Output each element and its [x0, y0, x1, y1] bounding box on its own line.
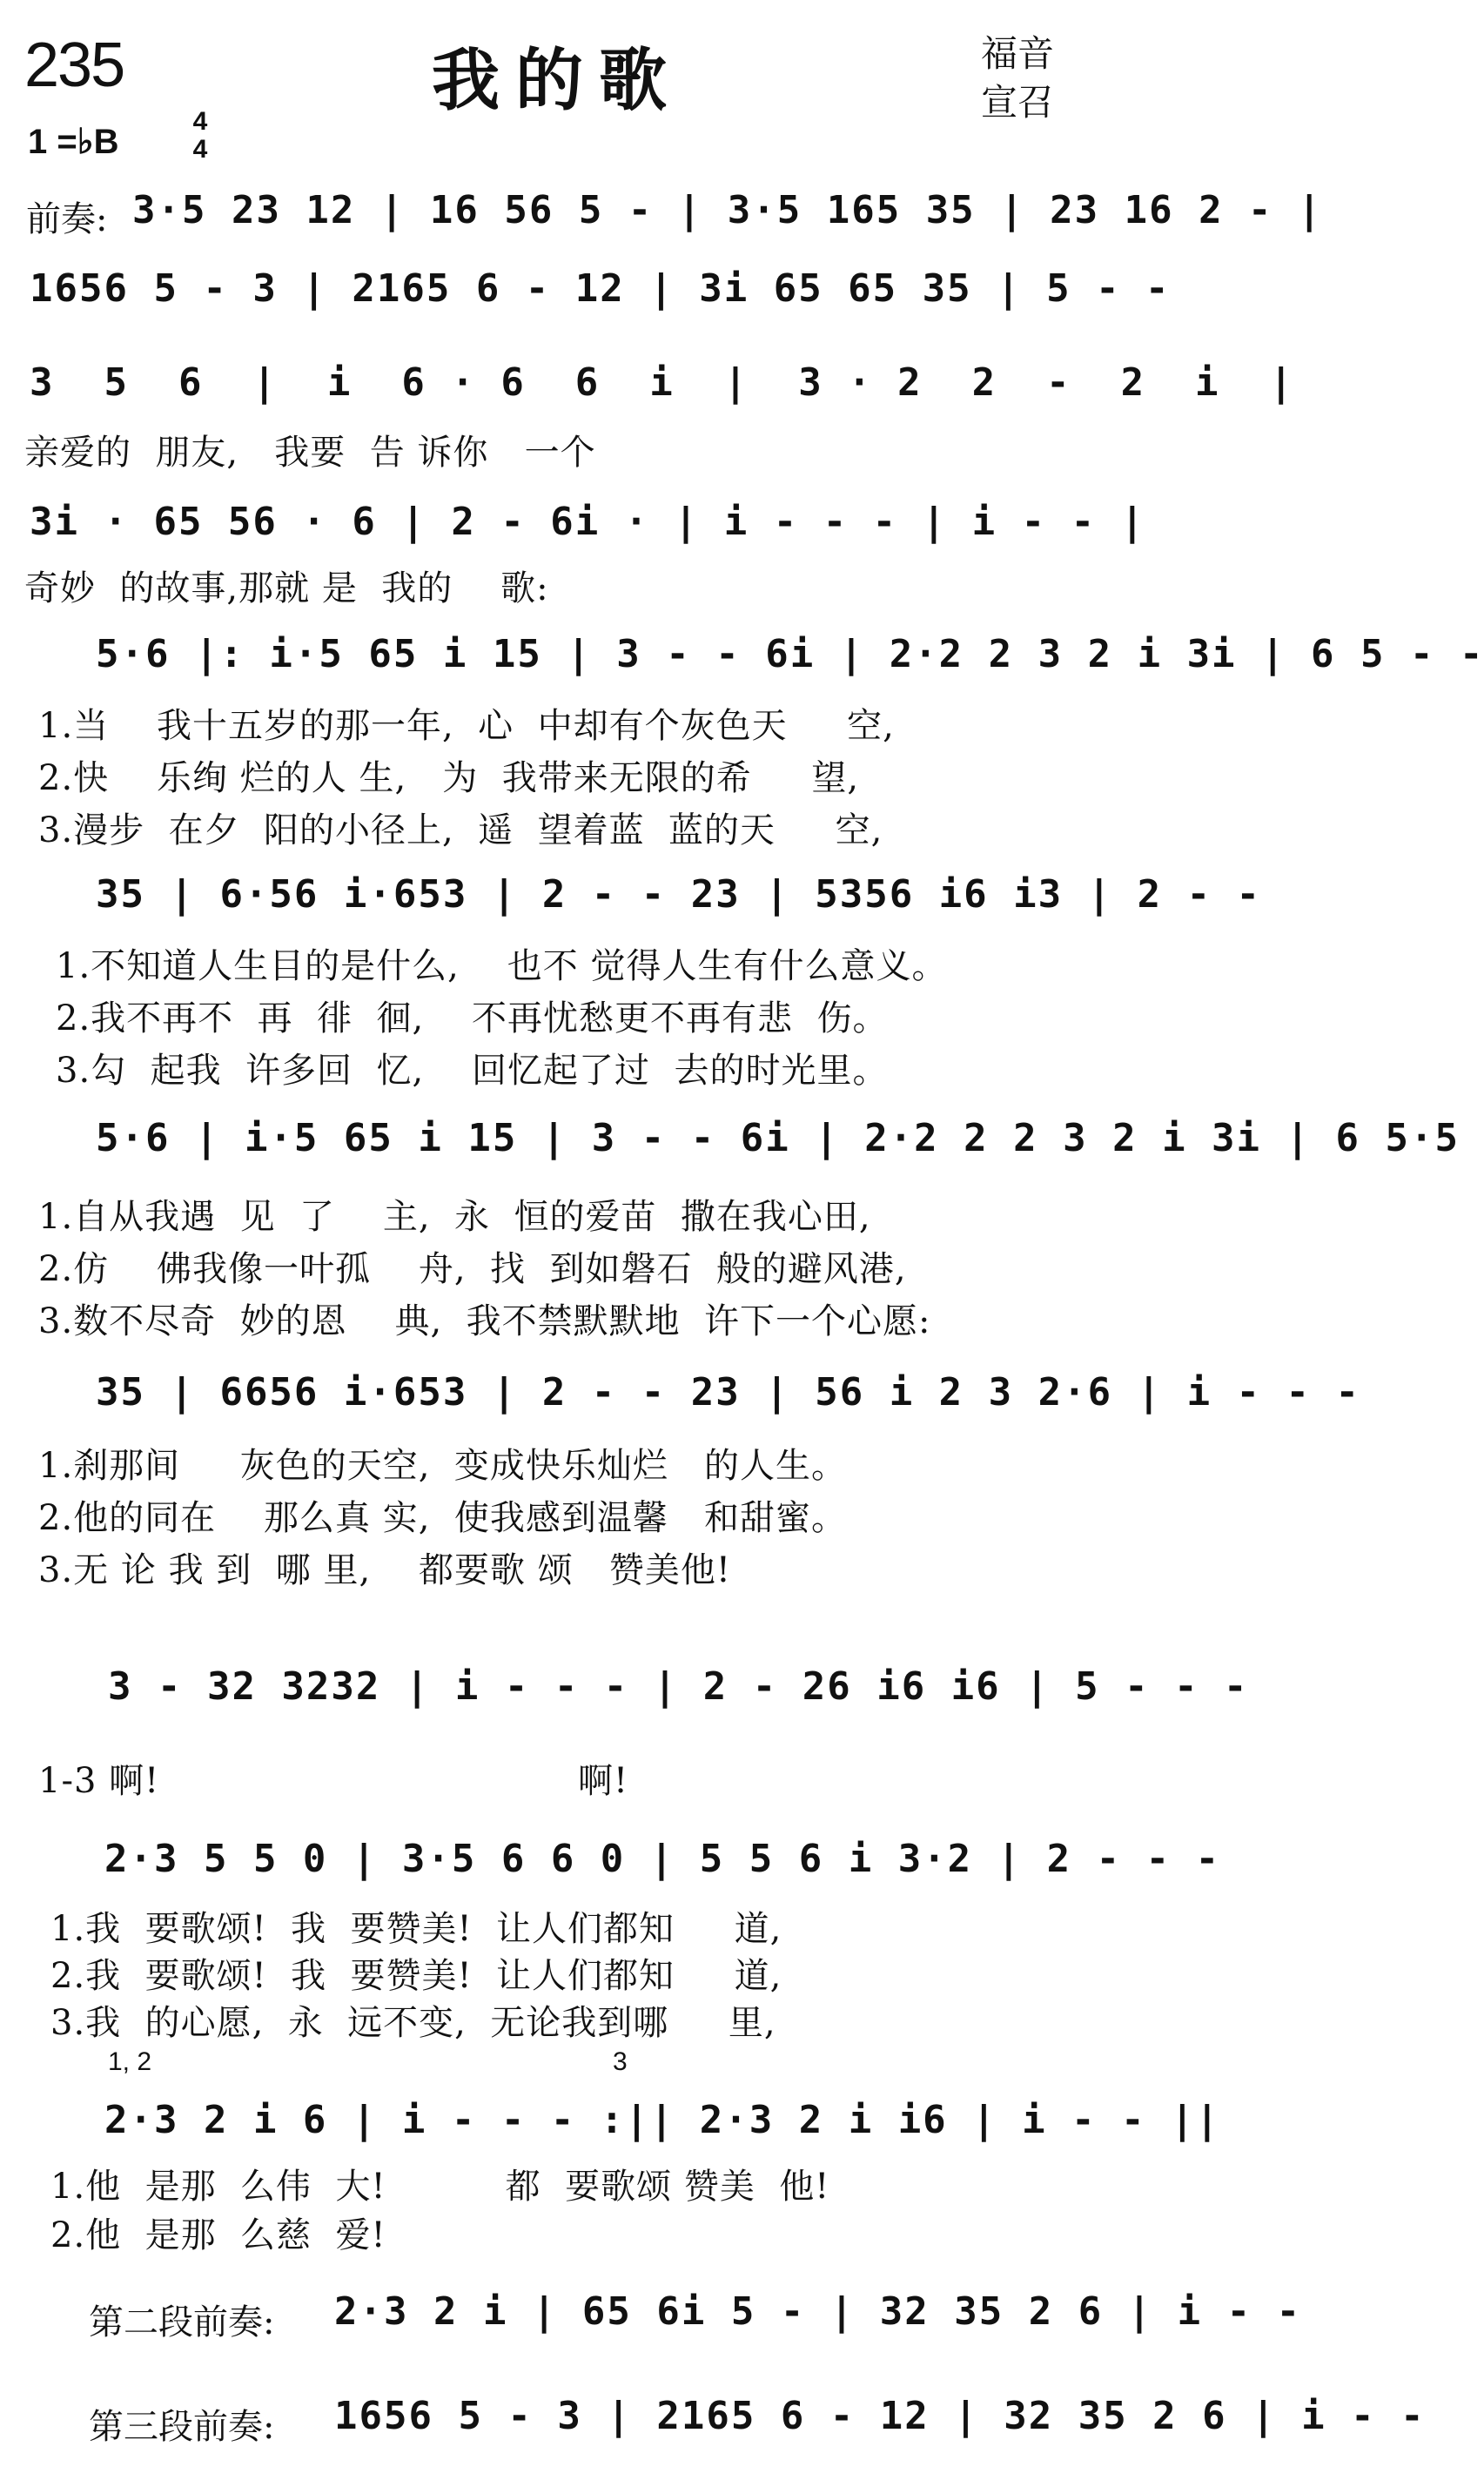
- stanza-c: [21, 1111, 1460, 1346]
- endings-lyric-2: 2.他 是那 么慈 爱!: [50, 2215, 386, 2255]
- stanza-d-lyric-1: 1.刹那间 灰色的天空, 变成快乐灿烂 的人生。: [38, 1446, 848, 1486]
- stanza-b: [21, 867, 1262, 1095]
- key-signature: 1 =♭B: [28, 123, 119, 161]
- time-denominator: 4: [192, 135, 208, 164]
- intro-2: [21, 2272, 1302, 2356]
- hymn-number: 235: [24, 30, 124, 100]
- intro-line-1: [21, 179, 1323, 249]
- time-signature: [185, 108, 216, 164]
- stanza-a-lyric-1: 1.当 我十五岁的那一年, 心 中却有个灰色天 空,: [38, 706, 895, 746]
- intro-2-notes: 2·3 2 i | 65 6i 5 - | 32 35 2 6 | i - -: [334, 2289, 1302, 2334]
- interlude-notes: 3 - 32 3232 | i - - - | 2 - 26 i6 i6 | 5 - - -: [108, 1664, 1249, 1709]
- stanza-d-lyric-3: 3.无 论 我 到 哪 里, 都要歌 颂 赞美他!: [38, 1550, 731, 1590]
- category-line-2: 宣召: [980, 81, 1054, 124]
- stanza-b-lyric-3: 3.勾 起我 许多回 忆, 回忆起了过 去的时光里。: [56, 1051, 889, 1091]
- stanza-b-lyric-2: 2.我不再不 再 徘 徊, 不再忧愁更不再有悲 伤。: [56, 998, 889, 1038]
- endings: [21, 2042, 1221, 2255]
- stanza-c-lyric-1: 1.自从我遇 见 了 主, 永 恒的爱苗 撒在我心田,: [38, 1197, 871, 1237]
- chorus-lyric-1: 1.我 要歌颂! 我 要赞美! 让人们都知 道,: [50, 1909, 782, 1949]
- stanza-b-notes: 35 | 6·56 i·653 | 2 - - 23 | 5356 i6 i3 | 2 - -: [96, 872, 1262, 917]
- interlude-lyric-right: 啊!: [578, 1761, 629, 1801]
- stanza-b-lyric-1: 1.不知道人生目的是什么, 也不 觉得人生有什么意义。: [56, 946, 948, 986]
- endings-notes: 2·3 2 i 6 | i - - - :|| 2·3 2 i i6 | i - - ||: [104, 2098, 1221, 2142]
- first-ending-label: 1, 2: [108, 2047, 152, 2076]
- verse-lyrics-2: 奇妙 的故事,那就 是 我的 歌:: [24, 568, 549, 608]
- verse-notes-1: 3 5 6 | i 6 · 6 6 i | 3 · 2 2 - 2 i |: [30, 360, 1295, 405]
- stanza-c-lyric-3: 3.数不尽奇 妙的恩 典, 我不禁默默地 许下一个心愿:: [38, 1301, 931, 1341]
- interlude: [21, 1645, 1249, 1811]
- song-title: 我的歌: [431, 41, 682, 120]
- intro-3: [21, 2376, 1426, 2460]
- stanza-a-lyric-2: 2.快 乐绚 烂的人 生, 为 我带来无限的希 望,: [38, 758, 860, 798]
- stanza-a-lyric-3: 3.漫步 在夕 阳的小径上, 遥 望着蓝 蓝的天 空,: [38, 810, 883, 850]
- stanza-a: [21, 627, 1484, 855]
- chorus: [21, 1819, 1221, 2043]
- endings-lyric-1: 1.他 是那 么伟 大! 都 要歌颂 赞美 他!: [50, 2167, 830, 2207]
- verse-line-2: [21, 494, 1146, 616]
- stanza-d: [21, 1365, 1361, 1593]
- intro-3-label: 第三段前奏:: [89, 2407, 275, 2447]
- time-numerator: 4: [192, 107, 208, 136]
- interlude-lyric-left: 1-3 啊!: [38, 1761, 160, 1801]
- intro-2-label: 第二段前奏:: [89, 2302, 275, 2342]
- second-ending-label: 3: [613, 2047, 628, 2076]
- stanza-c-notes: 5·6 | i·5 65 i 15 | 3 - - 6i | 2·2 2 2 3 2 i 3i | 6 5·5: [96, 1116, 1460, 1160]
- chorus-lyric-2: 2.我 要歌颂! 我 要赞美! 让人们都知 道,: [50, 1956, 782, 1996]
- intro-label: 前奏:: [26, 199, 108, 239]
- intro-3-notes: 1656 5 - 3 | 2165 6 - 12 | 32 35 2 6 | i - -: [334, 2394, 1426, 2438]
- stanza-d-lyric-2: 2.他的同在 那么真 实, 使我感到温馨 和甜蜜。: [38, 1498, 848, 1538]
- chorus-notes: 2·3 5 5 0 | 3·5 6 6 0 | 5 5 6 i 3·2 | 2 - - -: [104, 1837, 1221, 1881]
- stanza-c-lyric-2: 2.仿 佛我像一叶孤 舟, 找 到如磐石 般的避风港,: [38, 1249, 907, 1289]
- stanza-d-notes: 35 | 6656 i·653 | 2 - - 23 | 56 i 2 3 2·6 | i - - -: [96, 1370, 1361, 1415]
- verse-lyrics-1: 亲爱的 朋友, 我要 告 诉你 一个: [24, 433, 596, 473]
- category-line-1: 福音: [980, 32, 1054, 75]
- intro-notes-1: 3·5 23 12 | 16 56 5 - | 3·5 165 35 | 23 16 2 - |: [132, 188, 1323, 232]
- chorus-lyric-3: 3.我 的心愿, 永 远不变, 无论我到哪 里,: [50, 2003, 776, 2043]
- stanza-a-notes: 5·6 |: i·5 65 i 15 | 3 - - 6i | 2·2 2 3 2 i 3i | 6 5 - -: [96, 632, 1484, 676]
- verse-notes-2: 3i · 65 56 · 6 | 2 - 6i · | i - - - | i - - |: [30, 500, 1146, 544]
- intro-notes-2: 1656 5 - 3 | 2165 6 - 12 | 3i 65 65 35 | 5 - -: [30, 266, 1171, 311]
- category-box: [978, 30, 1057, 127]
- verse-line-1: [21, 355, 1295, 486]
- intro-line-2: [21, 258, 1171, 327]
